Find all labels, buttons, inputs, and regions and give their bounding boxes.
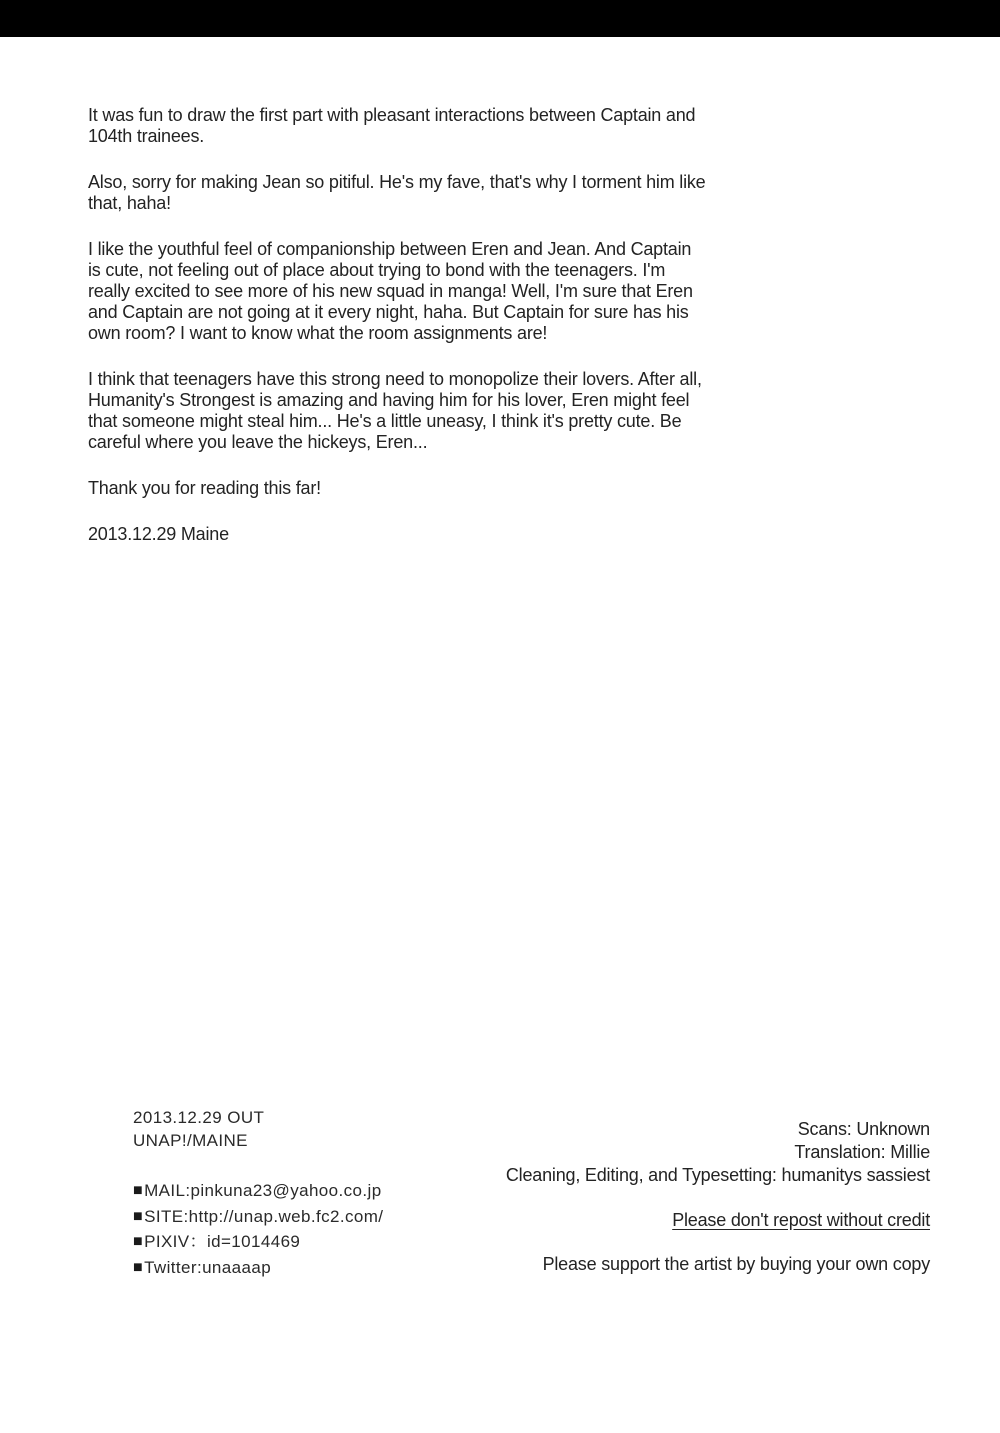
contact-line — [133, 1205, 383, 1231]
afterword-paragraph — [88, 478, 788, 499]
afterword-paragraph — [88, 105, 788, 147]
afterword-paragraph — [88, 172, 788, 214]
afterword-line: 2013.12.29 Maine — [88, 524, 229, 544]
contact-line — [133, 1230, 383, 1256]
afterword-line: really excited to see more of his new squad in manga! Well, I'm sure that Eren — [88, 281, 693, 301]
afterword-line: I think that teenagers have this strong need to monopolize their lovers. After all, — [88, 369, 702, 389]
filled-square-icon: ■ — [133, 1207, 144, 1225]
filled-square-icon: ■ — [133, 1258, 144, 1276]
afterword-paragraph — [88, 369, 788, 453]
afterword-line: that someone might steal him... He's a little uneasy, I think it's pretty cute. Be — [88, 411, 682, 431]
afterword-paragraph — [88, 239, 788, 344]
contact-label: Twitter:unaaaap — [144, 1257, 272, 1277]
contact-line — [133, 1179, 383, 1205]
afterword-line: is cute, not feeling out of place about trying to bond with the teenagers. I'm — [88, 260, 666, 280]
afterword-line: I like the youthful feel of companionship between Eren and Jean. And Captain — [88, 239, 692, 259]
afterword-line: careful where you leave the hickeys, Eren... — [88, 432, 428, 452]
afterword-line: 104th trainees. — [88, 126, 205, 146]
repost-notice: Please don't repost without credit — [672, 1210, 930, 1230]
afterword-line: Also, sorry for making Jean so pitiful. He's my fave, that's why I torment him like — [88, 172, 706, 192]
colophon-block — [133, 1106, 383, 1281]
afterword-line: own room? I want to know what the room assignments are! — [88, 323, 548, 343]
filled-square-icon: ■ — [133, 1233, 144, 1250]
filled-square-icon: ■ — [133, 1182, 144, 1199]
afterword-text-block — [88, 105, 788, 570]
contact-label: SITE:http://unap.web.fc2.com/ — [144, 1206, 384, 1226]
contact-line — [133, 1256, 383, 1282]
contact-label: PIXIV：id=1014469 — [144, 1232, 301, 1251]
circle-name-line: UNAP!/MAINE — [133, 1131, 248, 1150]
afterword-line: that, haha! — [88, 193, 171, 213]
credit-cleaning: Cleaning, Editing, and Typesetting: humanitys sassiest — [505, 1165, 930, 1185]
credits-block — [370, 1118, 930, 1276]
afterword-paragraph — [88, 524, 788, 545]
support-notice: Please support the artist by buying your own copy — [542, 1254, 930, 1274]
scan-edge-bar — [0, 0, 1000, 37]
afterword-line: and Captain are not going at it every night, haha. But Captain for sure has his — [88, 302, 689, 322]
contact-list — [133, 1179, 383, 1281]
contact-label: MAIL:pinkuna23@yahoo.co.jp — [144, 1181, 382, 1200]
credit-scans: Scans: Unknown — [797, 1119, 930, 1139]
credit-translation: Translation: Millie — [794, 1142, 930, 1162]
release-date-line: 2013.12.29 OUT — [133, 1108, 265, 1127]
afterword-line: Humanity's Strongest is amazing and having him for his lover, Eren might feel — [88, 390, 690, 410]
afterword-line: Thank you for reading this far! — [88, 478, 321, 498]
afterword-line: It was fun to draw the first part with pleasant interactions between Captain and — [88, 105, 696, 125]
